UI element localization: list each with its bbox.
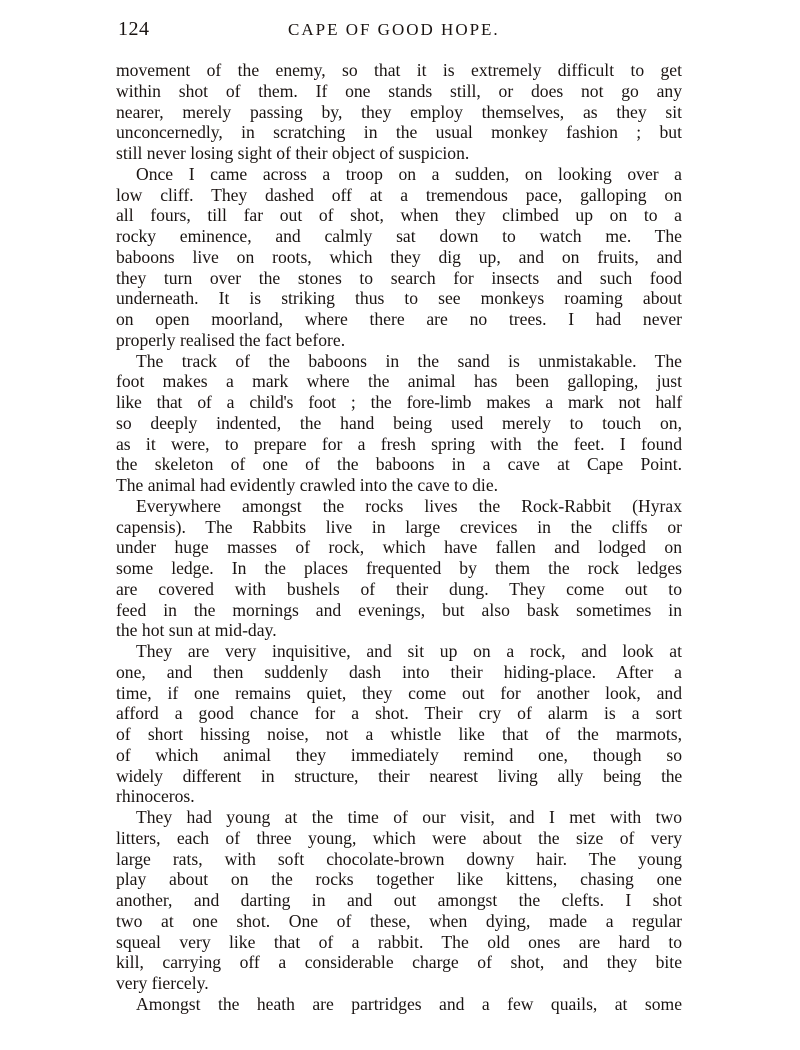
text-line: they turn over the stones to search for insects and such food — [116, 267, 682, 288]
text-line: underneath. It is striking thus to see monkeys roaming about — [116, 288, 682, 309]
text-line: play about on the rocks together like kittens, chasing one — [116, 869, 682, 890]
text-line: very fiercely. — [116, 973, 209, 993]
text-line: the hot sun at mid-day. — [116, 620, 277, 641]
body-text — [116, 60, 682, 1015]
text-line: widely different in structure, their nearest living ally being the — [116, 765, 682, 786]
text-line: foot makes a mark where the animal has been galloping, just — [116, 371, 682, 392]
text-line: time, if one remains quiet, they come out for another look, and — [116, 682, 682, 703]
text-line: within shot of them. If one stands still, or does not go any — [116, 80, 682, 101]
text-line: the skeleton of one of the baboons in a cave at Cape Point. — [116, 454, 682, 475]
text-line: still never losing sight of their object of suspicion. — [116, 143, 470, 163]
text-line: so deeply indented, the hand being used merely to touch on, — [116, 412, 682, 433]
text-line: Everywhere amongst the rocks lives the Rock-Rabbit (Hyrax — [136, 495, 682, 516]
text-line: are covered with bushels of their dung. They come out to — [116, 578, 682, 599]
text-line: Amongst the heath are partridges and a few quails, at some — [136, 993, 682, 1014]
text-line: The animal had evidently crawled into the cave to die. — [116, 475, 499, 495]
text-line: feed in the mornings and evenings, but also bask sometimes in — [116, 599, 682, 620]
text-line: baboons live on roots, which they dig up, and on fruits, and — [116, 246, 682, 267]
text-line: some ledge. In the places frequented by them the rock ledges — [116, 558, 682, 578]
page-header — [118, 18, 686, 46]
text-line: unconcernedly, in scratching in the usual monkey fashion ; but — [116, 122, 682, 143]
text-line: as it were, to prepare for a fresh spring with the feet. I found — [116, 433, 682, 454]
text-line: one, and then suddenly dash into their hiding-place. After a — [116, 661, 682, 682]
text-line: rhinoceros. — [116, 786, 195, 807]
text-line: another, and darting in and out amongst the clefts. I shot — [116, 890, 682, 910]
page-number: 124 — [118, 18, 150, 40]
text-line: under huge masses of rock, which have fallen and lodged on — [116, 537, 682, 558]
text-line: capensis). The Rabbits live in large crevices in the cliffs or — [116, 516, 682, 537]
text-line: They are very inquisitive, and sit up on a rock, and look at — [136, 641, 682, 661]
text-line: two at one shot. One of these, when dying, made a regular — [116, 910, 682, 931]
text-line: of which animal they immediately remind one, though so — [116, 744, 682, 765]
text-line: nearer, merely passing by, they employ themselves, as they sit — [116, 101, 682, 122]
text-line: litters, each of three young, which were about the size of very — [116, 827, 682, 848]
text-line: kill, carrying off a considerable charge of shot, and they bite — [116, 952, 682, 973]
text-line: large rats, with soft chocolate-brown downy hair. The young — [116, 848, 682, 869]
text-line: properly realised the fact before. — [116, 329, 346, 350]
text-line: Once I came across a troop on a sudden, on looking over a — [136, 163, 682, 184]
text-line: afford a good chance for a shot. Their cry of alarm is a sort — [116, 703, 682, 724]
running-head: CAPE OF GOOD HOPE. — [288, 20, 500, 39]
text-line: all fours, till far out of shot, when they climbed up on to a — [116, 205, 682, 226]
text-line: rocky eminence, and calmly sat down to watch me. The — [116, 226, 682, 246]
text-line: of short hissing noise, not a whistle like that of the marmots, — [116, 724, 682, 744]
text-line: movement of the enemy, so that it is extremely difficult to get — [116, 60, 682, 80]
text-line: They had young at the time of our visit, and I met with two — [136, 807, 682, 827]
text-line: The track of the baboons in the sand is unmistakable. The — [136, 350, 682, 371]
text-line: squeal very like that of a rabbit. The old ones are hard to — [116, 931, 682, 952]
text-line: low cliff. They dashed off at a tremendous pace, galloping on — [116, 184, 682, 205]
text-line: on open moorland, where there are no trees. I had never — [116, 309, 682, 329]
text-line: like that of a child's foot ; the fore-limb makes a mark not half — [116, 392, 682, 412]
